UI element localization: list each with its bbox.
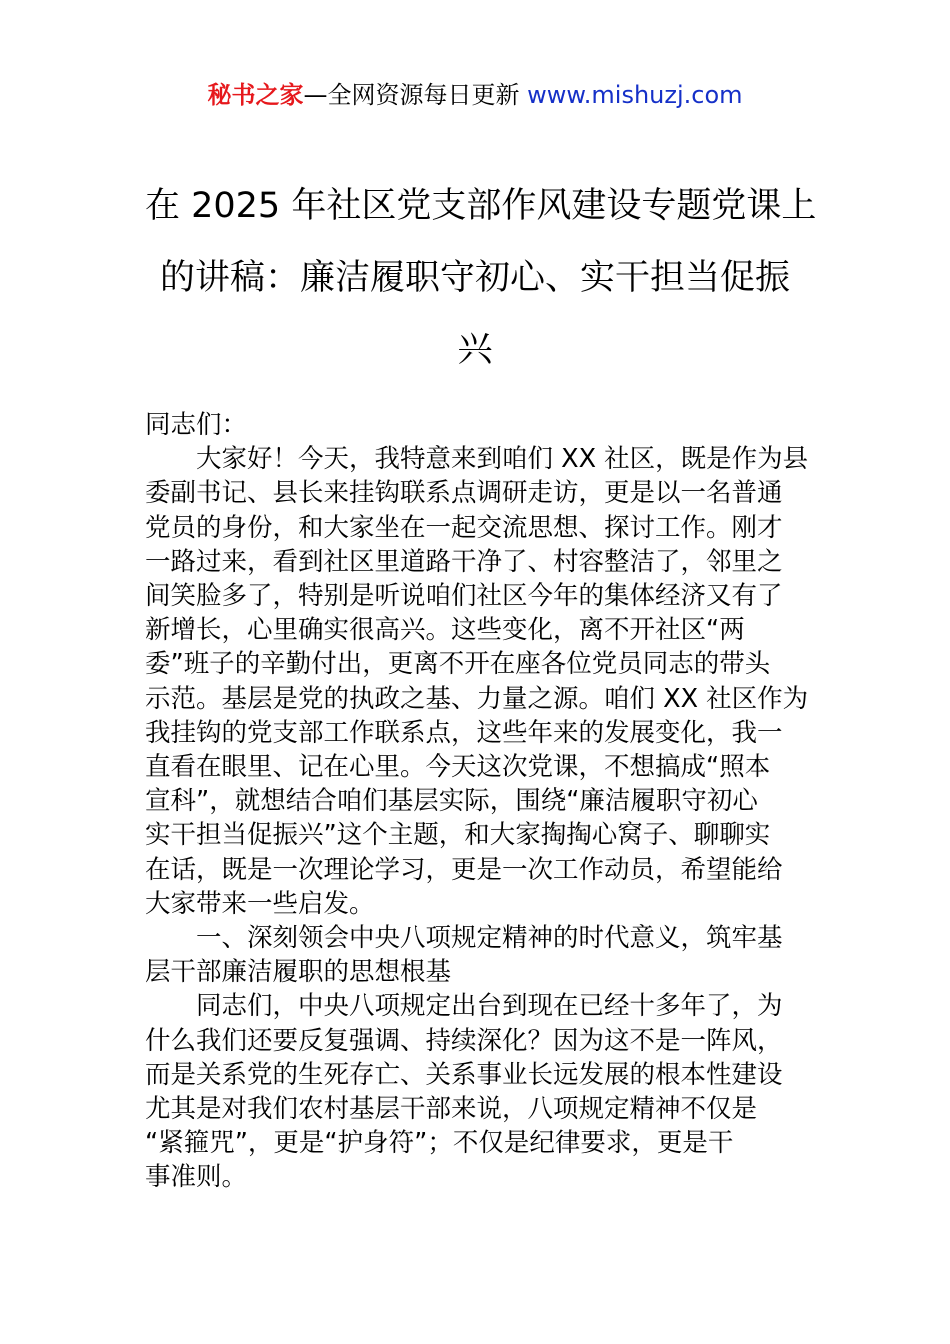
opening-paragraph — [145, 442, 809, 921]
section-heading — [145, 921, 809, 989]
text-line: 尤其是对我们农村基层干部来说，八项规定精神不仅是 — [145, 1094, 758, 1125]
text-line: 什么我们还要反复强调、持续深化？因为这不是一阵风， — [145, 1025, 783, 1056]
text-line: 事准则。 — [145, 1162, 248, 1193]
text-line: 同志们： — [145, 410, 248, 440]
text-line: 直看在眼里、记在心里。今天这次党课，不想搞成“照本 — [145, 752, 771, 783]
document-body — [145, 408, 809, 1195]
section-paragraph — [145, 989, 809, 1194]
title-line: 兴 — [457, 330, 493, 370]
text-line: 实干担当促振兴”这个主题，和大家掏掏心窝子、聊聊实 — [145, 820, 771, 851]
text-line: 在话，既是一次理论学习，更是一次工作动员，希望能给 — [145, 854, 783, 885]
text-line: 同志们，中央八项规定出台到现在已经十多年了，为 — [196, 991, 783, 1022]
site-brand: 秘书之家 — [207, 81, 304, 109]
text-line: 大家带来一些启发。 — [145, 888, 375, 919]
site-url-link[interactable]: www.mishuzj.com — [527, 81, 743, 109]
text-line: “紧箍咒”，更是“护身符”；不仅是纪律要求，更是干 — [145, 1128, 734, 1159]
document-title — [145, 170, 817, 386]
text-line: 新增长，心里确实很高兴。这些变化，离不开社区“两 — [145, 615, 745, 646]
text-line: 党员的身份，和大家坐在一起交流思想、探讨工作。刚才 — [145, 512, 783, 543]
heading-line: 一、深刻领会中央八项规定精神的时代意义，筑牢基 — [196, 923, 783, 954]
text-line: 示范。基层是党的执政之基、力量之源。咱们 XX 社区作为 — [145, 683, 809, 714]
text-line: 而是关系党的生死存亡、关系事业长远发展的根本性建设 — [145, 1059, 783, 1090]
text-line: 委副书记、县长来挂钩联系点调研走访，更是以一名普通 — [145, 478, 783, 509]
text-line: 宣科”，就想结合咱们基层实际，围绕“廉洁履职守初心 — [145, 786, 758, 817]
title-line: 在 2025 年社区党支部作风建设专题党课上 — [145, 186, 817, 226]
site-tagline: —全网资源每日更新 — [303, 81, 528, 109]
heading-line: 层干部廉洁履职的思想根基 — [145, 957, 452, 988]
site-banner — [0, 78, 950, 112]
salutation — [145, 408, 809, 442]
title-line: 的讲稿：廉洁履职守初心、实干担当促振 — [159, 258, 790, 298]
text-line: 间笑脸多了，特别是听说咱们社区今年的集体经济又有了 — [145, 581, 783, 612]
text-line: 委”班子的辛勤付出，更离不开在座各位党员同志的带头 — [145, 649, 771, 680]
text-line: 我挂钩的党支部工作联系点，这些年来的发展变化，我一 — [145, 717, 783, 748]
text-line: 大家好！今天，我特意来到咱们 XX 社区，既是作为县 — [196, 444, 809, 475]
text-line: 一路过来，看到社区里道路干净了、村容整洁了，邻里之 — [145, 546, 783, 577]
